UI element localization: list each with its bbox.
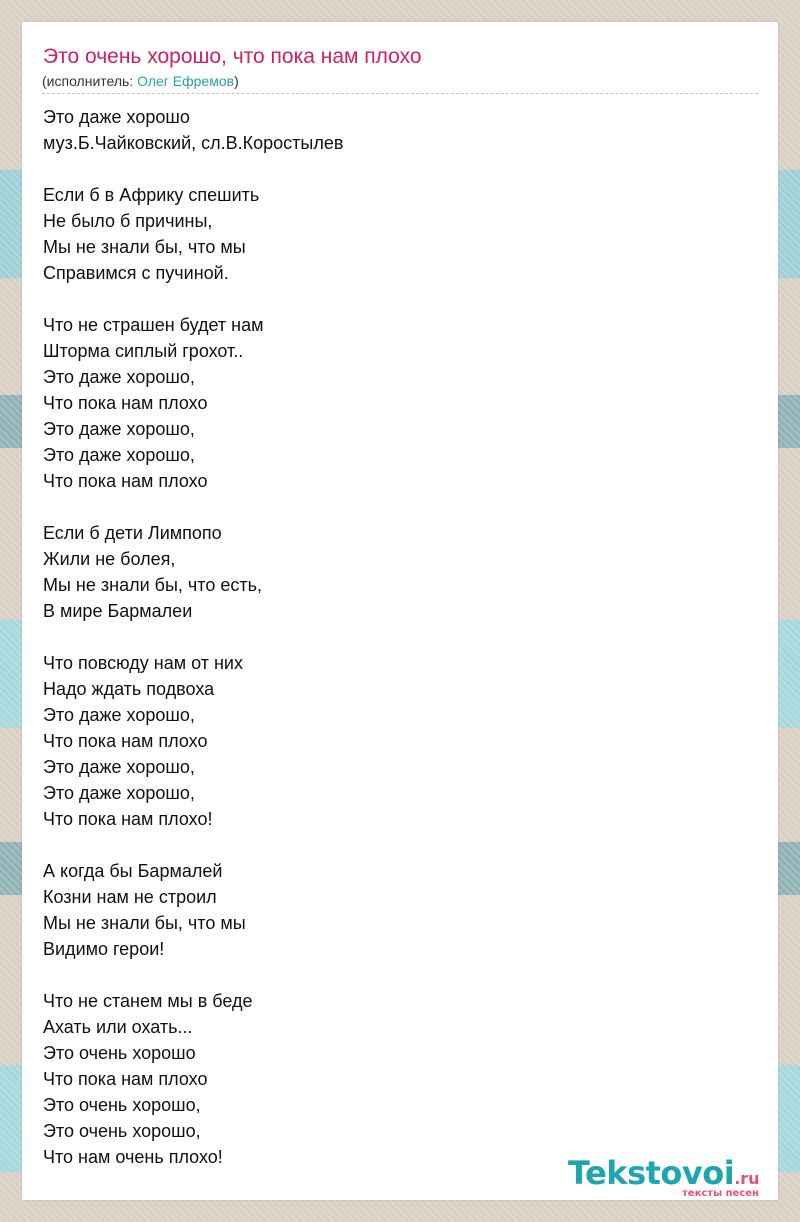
lyric-line: Это очень хорошо,: [43, 1121, 201, 1141]
lyric-line: Что повсюду нам от них: [43, 653, 243, 673]
song-title: Это очень хорошо, что пока нам плохо: [43, 45, 422, 68]
logo-tld: .ru: [734, 1169, 760, 1188]
artist-link[interactable]: Олег Ефремов: [137, 73, 235, 89]
lyric-stanza: [43, 650, 743, 832]
lyric-stanza: [43, 858, 743, 962]
lyrics-card: [22, 22, 778, 1200]
lyric-stanza: [43, 520, 743, 624]
artist-line: [42, 72, 239, 90]
lyric-line: Что пока нам плохо: [43, 471, 208, 491]
lyric-line: Мы не знали бы, что мы: [43, 913, 246, 933]
lyric-line: Это даже хорошо,: [43, 445, 195, 465]
lyric-line: муз.Б.Чайковский, сл.В.Коростылев: [43, 133, 344, 153]
lyric-stanza: [43, 182, 743, 286]
lyric-line: Что пока нам плохо: [43, 393, 208, 413]
lyric-line: Если б дети Лимпопо: [43, 523, 222, 543]
lyric-line: Это даже хорошо,: [43, 367, 195, 387]
lyric-line: Это очень хорошо,: [43, 1095, 201, 1115]
lyric-line: Надо ждать подвоха: [43, 679, 215, 699]
lyric-line: А когда бы Бармалей: [43, 861, 223, 881]
lyric-line: Жили не болея,: [43, 549, 176, 569]
lyric-line: Что не станем мы в беде: [43, 991, 253, 1011]
lyric-line: Козни нам не строил: [43, 887, 217, 907]
lyric-line: Ахать или охать...: [43, 1017, 193, 1037]
lyric-line: В мире Бармалеи: [43, 601, 193, 621]
lyric-stanza: [43, 104, 743, 156]
title-divider: [42, 93, 758, 94]
lyric-line: Справимся с пучиной.: [43, 263, 229, 283]
lyric-line: Это даже хорошо,: [43, 705, 195, 725]
lyric-line: Что не страшен будет нам: [43, 315, 264, 335]
lyric-line: Это очень хорошо: [43, 1043, 196, 1063]
lyric-line: Что пока нам плохо!: [43, 809, 213, 829]
lyric-line: Что пока нам плохо: [43, 1069, 208, 1089]
lyric-line: Видимо герои!: [43, 939, 165, 959]
lyric-stanza: [43, 312, 743, 494]
lyric-line: Мы не знали бы, что мы: [43, 237, 246, 257]
lyric-line: Не было б причины,: [43, 211, 213, 231]
artist-suffix: ): [234, 73, 239, 89]
lyric-line: Шторма сиплый грохот..: [43, 341, 244, 361]
site-logo[interactable]: [568, 1155, 773, 1200]
lyric-line: Это даже хорошо,: [43, 419, 195, 439]
lyric-line: Что пока нам плохо: [43, 731, 208, 751]
logo-name: Tekstovoi: [568, 1154, 735, 1192]
lyric-line: Мы не знали бы, что есть,: [43, 575, 262, 595]
lyric-stanza: [43, 988, 743, 1170]
lyrics-text: [43, 104, 743, 1196]
logo-tagline: тексты песен: [682, 1188, 759, 1199]
artist-prefix: (исполнитель:: [42, 73, 138, 89]
lyric-line: Это даже хорошо,: [43, 757, 195, 777]
lyric-line: Если б в Африку спешить: [43, 185, 260, 205]
lyric-line: Что нам очень плохо!: [43, 1147, 223, 1167]
lyric-line: Это даже хорошо: [43, 107, 190, 127]
lyric-line: Это даже хорошо,: [43, 783, 195, 803]
